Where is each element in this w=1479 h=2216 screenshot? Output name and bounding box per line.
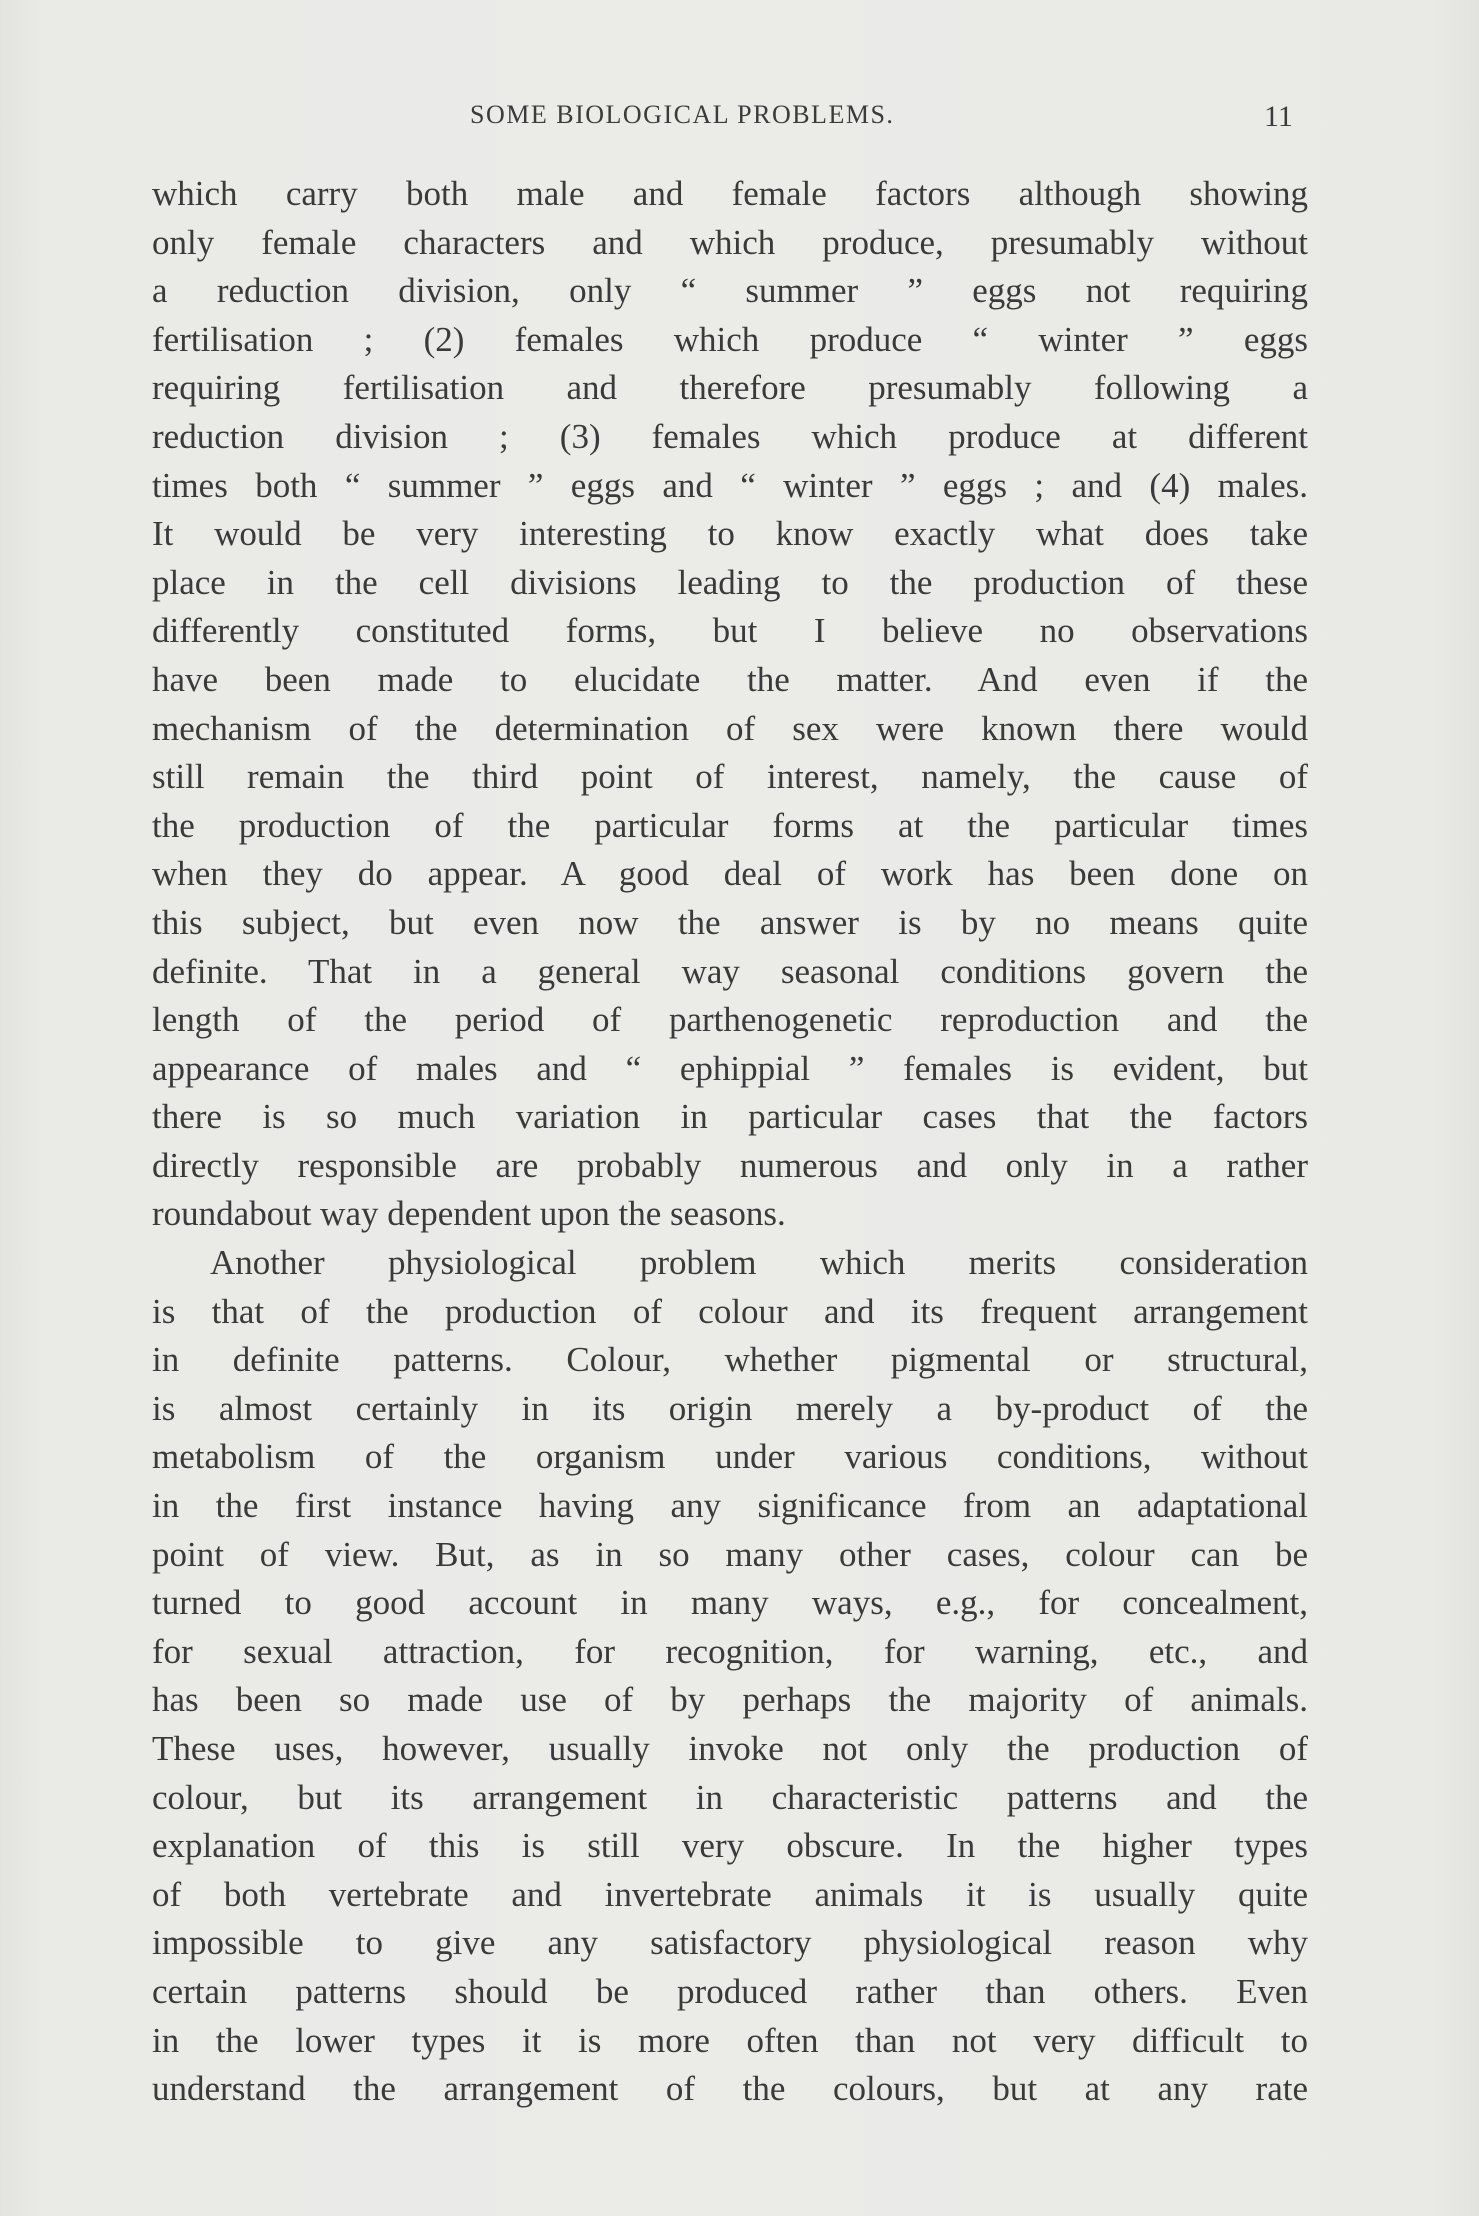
body-text — [152, 170, 1308, 2114]
text-line: the production of the particular forms at the particular times — [152, 805, 1308, 845]
page-number: 11 — [1264, 100, 1293, 133]
text-line: is almost certainly in its origin merely a by-product of the — [152, 1388, 1308, 1428]
text-line: Another physiological problem which merits consideration — [210, 1243, 1308, 1283]
text-line: fertilisation ; (2) females which produce “ winter ” eggs — [152, 319, 1308, 359]
text-line: roundabout way dependent upon the seasons. — [152, 1194, 786, 1234]
text-line: certain patterns should be produced rather than others. Even — [152, 1971, 1308, 2011]
text-line: point of view. But, as in so many other cases, colour can be — [152, 1534, 1308, 1574]
paragraph — [152, 170, 1308, 1239]
text-line: colour, but its arrangement in characteristic patterns and the — [152, 1777, 1308, 1817]
text-line: length of the period of parthenogenetic reproduction and the — [152, 1000, 1308, 1040]
text-line: only female characters and which produce, presumably without — [152, 222, 1308, 262]
paragraph — [152, 1239, 1308, 2114]
text-line: a reduction division, only “ summer ” eggs not requiring — [152, 271, 1308, 311]
text-line: mechanism of the determination of sex were known there would — [152, 708, 1308, 748]
text-line: in the first instance having any significance from an adaptational — [152, 1486, 1308, 1526]
text-line: has been so made use of by perhaps the majority of animals. — [152, 1680, 1308, 1720]
text-line: reduction division ; (3) females which produce at different — [152, 416, 1308, 456]
text-line: impossible to give any satisfactory physiological reason why — [152, 1923, 1308, 1963]
text-line: in definite patterns. Colour, whether pigmental or structural, — [152, 1340, 1308, 1380]
text-line: It would be very interesting to know exactly what does take — [152, 514, 1308, 554]
text-line: when they do appear. A good deal of work has been done on — [152, 854, 1308, 894]
text-line: directly responsible are probably numerous and only in a rather — [152, 1145, 1308, 1185]
text-line: understand the arrangement of the colours, but at any rate — [152, 2069, 1308, 2109]
text-line: differently constituted forms, but I believe no observations — [152, 611, 1308, 651]
text-line: requiring fertilisation and therefore presumably following a — [152, 368, 1308, 408]
text-line: definite. That in a general way seasonal conditions govern the — [152, 951, 1308, 991]
text-line: place in the cell divisions leading to the production of these — [152, 562, 1308, 602]
text-line: appearance of males and “ ephippial ” females is evident, but — [152, 1048, 1308, 1088]
text-line: is that of the production of colour and its frequent arrangement — [152, 1291, 1308, 1331]
text-line: this subject, but even now the answer is by no means quite — [152, 902, 1308, 942]
running-title: SOME BIOLOGICAL PROBLEMS. — [470, 100, 895, 129]
running-head — [0, 100, 1479, 140]
text-line: explanation of this is still very obscure. In the higher types — [152, 1826, 1308, 1866]
text-line: in the lower types it is more often than not very difficult to — [152, 2020, 1308, 2060]
text-line: These uses, however, usually invoke not only the production of — [152, 1729, 1308, 1768]
text-line: times both “ summer ” eggs and “ winter ” eggs ; and (4) males. — [152, 465, 1308, 505]
text-line: which carry both male and female factors although showing — [152, 174, 1308, 213]
text-line: still remain the third point of interest, namely, the cause of — [152, 757, 1308, 797]
text-line: of both vertebrate and invertebrate animals it is usually quite — [152, 1874, 1308, 1914]
text-line: there is so much variation in particular cases that the factors — [152, 1097, 1308, 1137]
text-line: metabolism of the organism under various conditions, without — [152, 1437, 1308, 1477]
text-line: have been made to elucidate the matter. And even if the — [152, 659, 1308, 699]
text-line: turned to good account in many ways, e.g., for concealment, — [152, 1583, 1308, 1623]
text-line: for sexual attraction, for recognition, for warning, etc., and — [152, 1631, 1308, 1671]
